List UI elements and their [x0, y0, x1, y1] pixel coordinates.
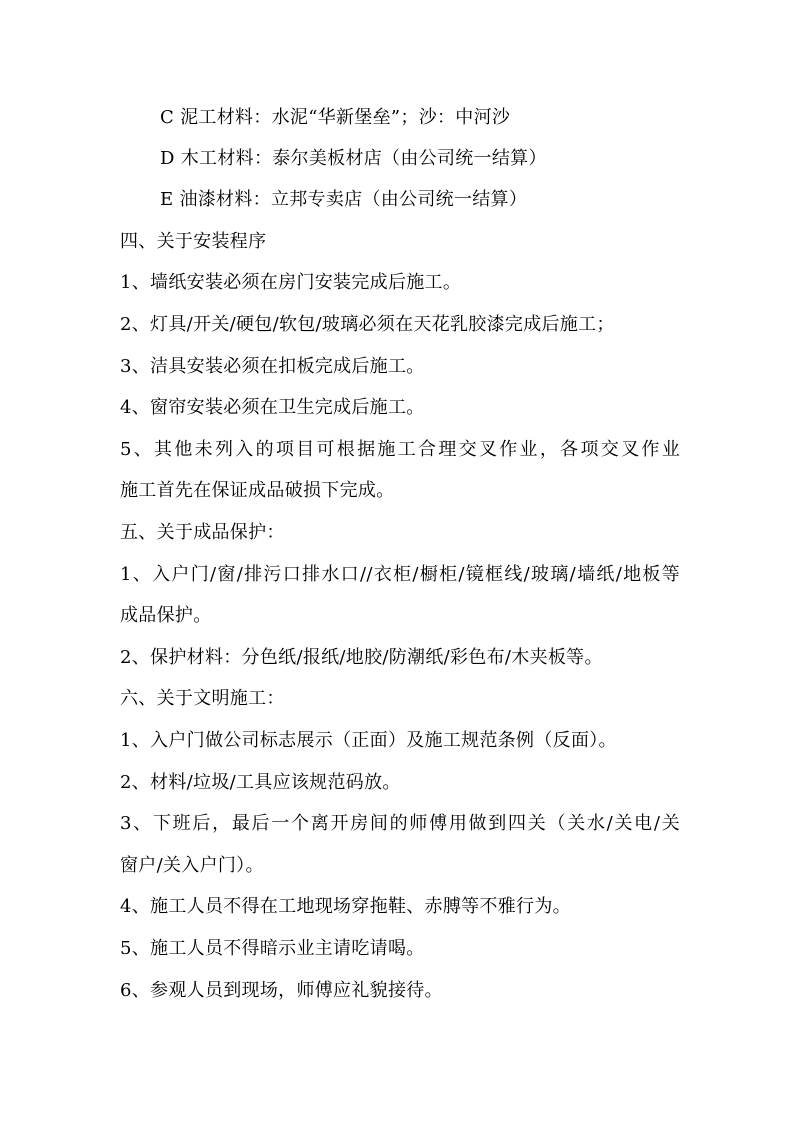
section6-item-3-continued: 窗户/关入户门）。 — [120, 855, 264, 876]
section6-item-3: 3、下班后，最后一个离开房间的师傅用做到四关（关水/关电/关 — [120, 813, 680, 834]
material-d-line: D 木工材料：泰尔美板材店（由公司统一结算） — [160, 148, 547, 169]
section6-item-6: 6、参观人员到现场，师傅应礼貌接待。 — [120, 980, 443, 1001]
section6-item-2: 2、材料/垃圾/工具应该规范码放。 — [120, 772, 401, 793]
section4-item-1: 1、墙纸安装必须在房门安装完成后施工。 — [120, 272, 462, 293]
material-e-line: E 油漆材料：立邦专卖店（由公司统一结算） — [160, 189, 528, 210]
section6-item-5: 5、施工人员不得暗示业主请吃请喝。 — [120, 938, 425, 959]
section4-item-2: 2、灯具/开关/硬包/软包/玻璃必须在天花乳胶漆完成后施工； — [120, 314, 615, 335]
section4-item-5: 5、其他未列入的项目可根据施工合理交叉作业，各项交叉作业 — [120, 439, 680, 460]
section6-item-1: 1、入户门做公司标志展示（正面）及施工规范条例（反面）。 — [120, 730, 617, 751]
section4-item-4: 4、窗帘安装必须在卫生完成后施工。 — [120, 397, 425, 418]
material-c-line: C 泥工材料：水泥“华新堡垒”；沙：中河沙 — [160, 107, 511, 128]
section6-item-4: 4、施工人员不得在工地现场穿拖鞋、赤膊等不雅行为。 — [120, 896, 571, 917]
section5-item-2: 2、保护材料：分色纸/报纸/地胶/防潮纸/彩色布/木夹板等。 — [120, 647, 603, 668]
section5-heading: 五、关于成品保护： — [120, 522, 285, 543]
section4-item-3: 3、洁具安装必须在扣板完成后施工。 — [120, 356, 425, 377]
section4-item-5-continued: 施工首先在保证成品破损下完成。 — [120, 480, 395, 501]
section6-heading: 六、关于文明施工： — [120, 688, 285, 709]
section5-item-1-continued: 成品保护。 — [120, 605, 212, 626]
section4-heading: 四、关于安装程序 — [120, 231, 267, 252]
section5-item-1: 1、入户门/窗/排污口排水口//衣柜/橱柜/镜框线/玻璃/墙纸/地板等 — [120, 564, 680, 585]
